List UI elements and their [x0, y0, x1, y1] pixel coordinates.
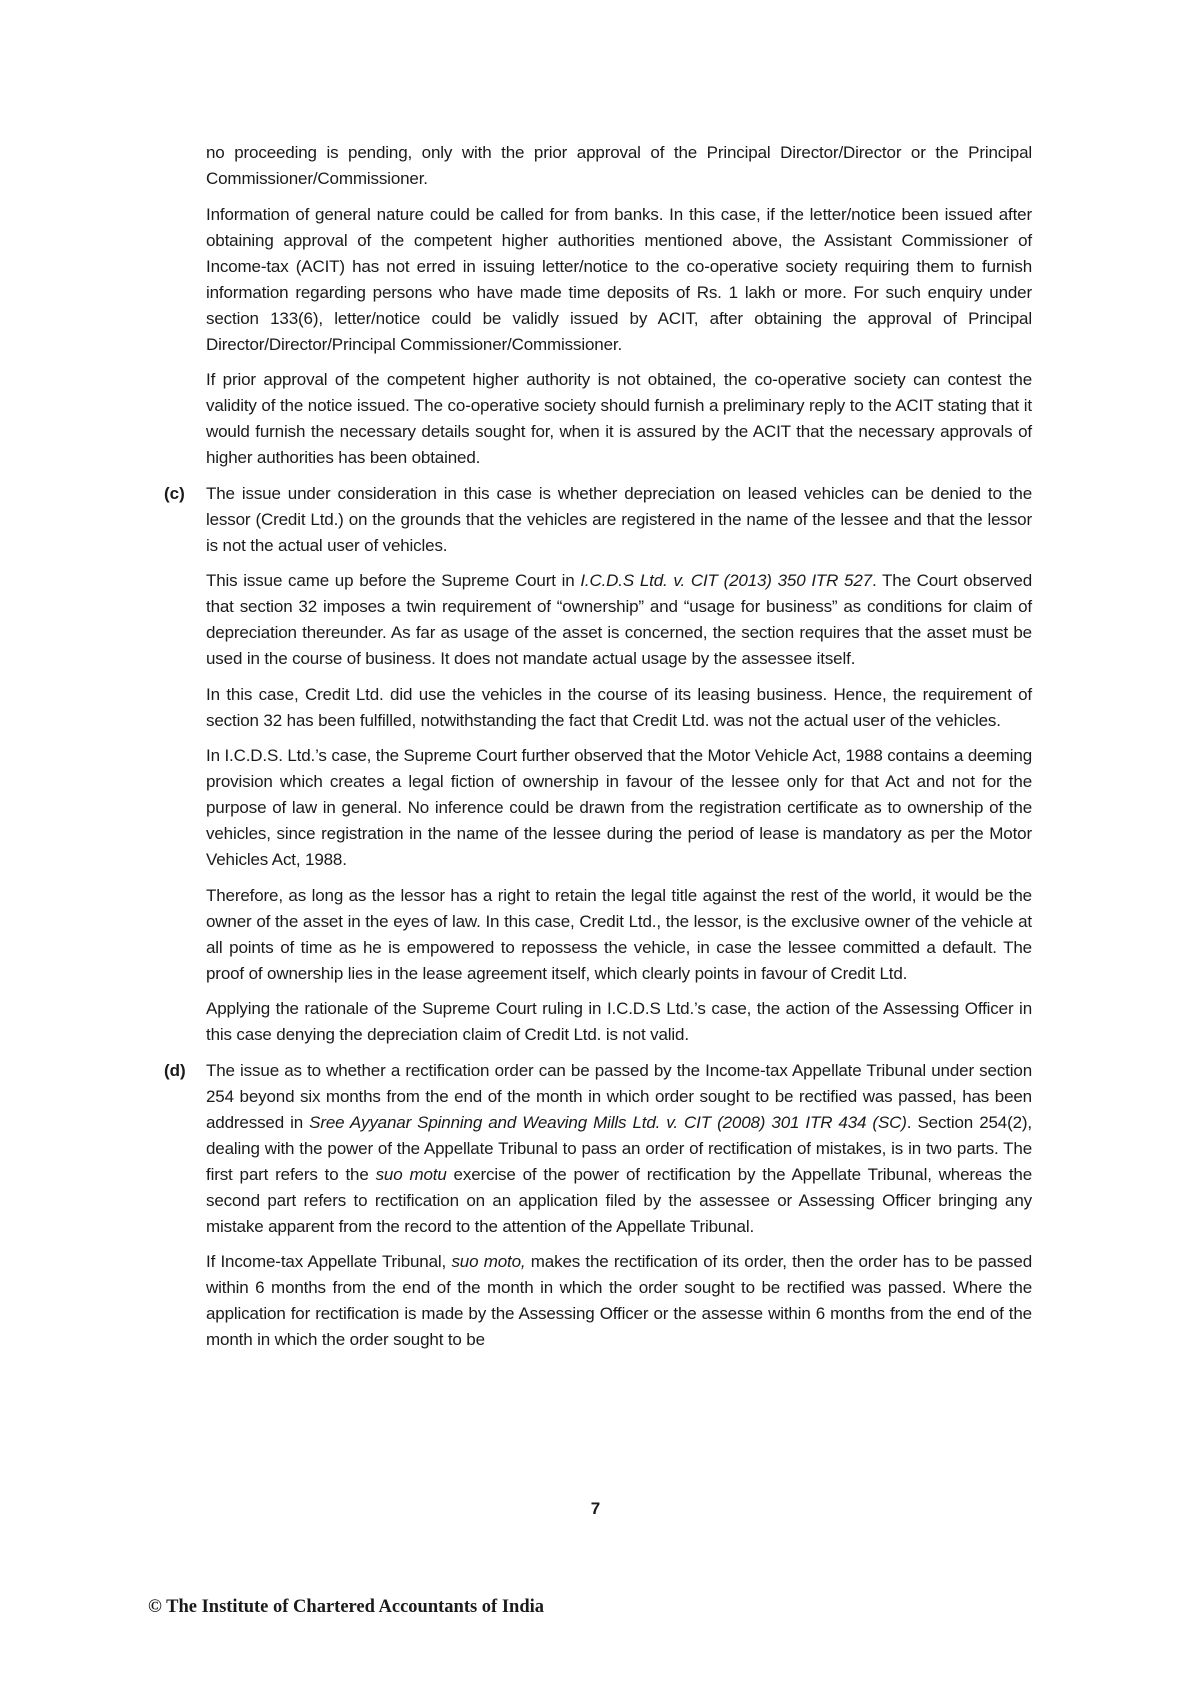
paragraph-d-issue: The issue as to whether a rectification order can be passed by the Income-tax Appellate Tribunal under section 254 beyond six months from the end of the month in which order sought to be rectified was passed, has been addressed in Sree Ayyanar Spinning and Weaving Mills Ltd. v. CIT (2008) 301 ITR 434 (SC). Section 254(2), dealing with the power of the Appellate Tribunal to pass an order of rectification of mistakes, is in two parts. The first part refers to the suo motu exercise of the power of rectification by the Appellate Tribunal, whereas the second part refers to rectification on an application filed by the assessee or Assessing Officer bringing any mistake apparent from the record to the attention of the Appellate Tribunal.	[206, 1060, 1033, 1236]
paragraph-continuation: no proceeding is pending, only with the prior approval of the Principal Director/Director or the Principal Commissioner/Commissioner.	[206, 143, 1032, 188]
paragraph-general-information: Information of general nature could be called for from banks. In this case, if the letter/notice been issued after obtaining approval of the competent higher authorities mentioned above, the Assistant Commissioner of Income-tax (ACIT) has not erred in issuing letter/notice to the co-operative society requiring them to furnish information regarding persons who have made time deposits of Rs. 1 lakh or more. For such enquiry under section 133(6), letter/notice could be validly issued by ACIT, after obtaining the approval of Principal Director/Director/Principal Commissioner/Commissioner.	[206, 204, 1032, 354]
answer-part-c	[164, 481, 1032, 559]
paragraph-d-suo-moto: If Income-tax Appellate Tribunal, suo moto, makes the rectification of its order, then the order has to be passed within 6 months from the end of the month in which the order sought to be rectified was passed. Where the application for rectification is made by the Assessing Officer or the assesse within 6 months from the end of the month in which the order sought to be	[206, 1252, 1033, 1349]
page-number: 7	[590, 1499, 601, 1518]
footer-copyright: © The Institute of Chartered Accountants of India	[148, 1597, 545, 1617]
part-d-label: (d)	[164, 1060, 186, 1080]
paragraph-c-conclusion: Applying the rationale of the Supreme Court ruling in I.C.D.S Ltd.’s case, the action of the Assessing Officer in this case denying the depreciation claim of Credit Ltd. is not valid.	[206, 999, 1032, 1044]
body-text	[164, 140, 1033, 1363]
case-citation-sree-ayyanar: Sree Ayyanar Spinning and Weaving Mills Ltd. v. CIT (2008) 301 ITR 434 (SC)	[309, 1112, 907, 1132]
paragraph-prior-approval: If prior approval of the competent higher authority is not obtained, the co-operative society can contest the validity of the notice issued. The co-operative society should furnish a preliminary reply to the ACIT stating that it would furnish the necessary details sought for, when it is assured by the ACIT that the necessary approvals of higher authorities has been obtained.	[206, 370, 1032, 467]
answer-part-d	[164, 1058, 1033, 1240]
paragraph-c-leasing-business: In this case, Credit Ltd. did use the vehicles in the course of its leasing business. Hence, the requirement of section 32 has been fulfilled, notwithstanding the fact that Credit Ltd. was not the actual user of the vehicles.	[206, 684, 1032, 730]
part-c-label: (c)	[164, 483, 185, 503]
paragraph-c-motor-vehicle-act: In I.C.D.S. Ltd.’s case, the Supreme Court further observed that the Motor Vehicle Act, 1988 contains a deeming provision which creates a legal fiction of ownership in favour of the lessee only for that Act and not for the purpose of law in general. No inference could be drawn from the registration certificate as to ownership of the vehicles, since registration in the name of the lessee during the period of lease is mandatory as per the Motor Vehicles Act, 1988.	[206, 746, 1032, 869]
term-suo-moto: suo moto,	[451, 1252, 526, 1271]
paragraph-c-issue: The issue under consideration in this case is whether depreciation on leased vehicles can be denied to the lessor (Credit Ltd.) on the grounds that the vehicles are registered in the name of the lessee and that the lessor is not the actual user of vehicles.	[206, 483, 1032, 555]
paragraph-c-supreme-court: This issue came up before the Supreme Court in I.C.D.S Ltd. v. CIT (2013) 350 ITR 527. The Court observed that section 32 imposes a twin requirement of “ownership” and “usage for business” as conditions for claim of depreciation thereunder. As far as usage of the asset is concerned, the section requires that the asset must be used in the course of business. It does not mandate actual usage by the assessee itself.	[206, 571, 1033, 668]
case-citation-icds: I.C.D.S Ltd. v. CIT (2013) 350 ITR 527	[580, 571, 872, 590]
paragraph-c-legal-title: Therefore, as long as the lessor has a right to retain the legal title against the rest of the world, it would be the owner of the asset in the eyes of law. In this case, Credit Ltd., the lessor, is the exclusive owner of the vehicle at all points of time as he is empowered to repossess the vehicle, in case the lessee committed a default. The proof of ownership lies in the lease agreement itself, which clearly points in favour of Credit Ltd.	[206, 885, 1032, 983]
term-suo-motu: suo motu	[375, 1164, 447, 1184]
